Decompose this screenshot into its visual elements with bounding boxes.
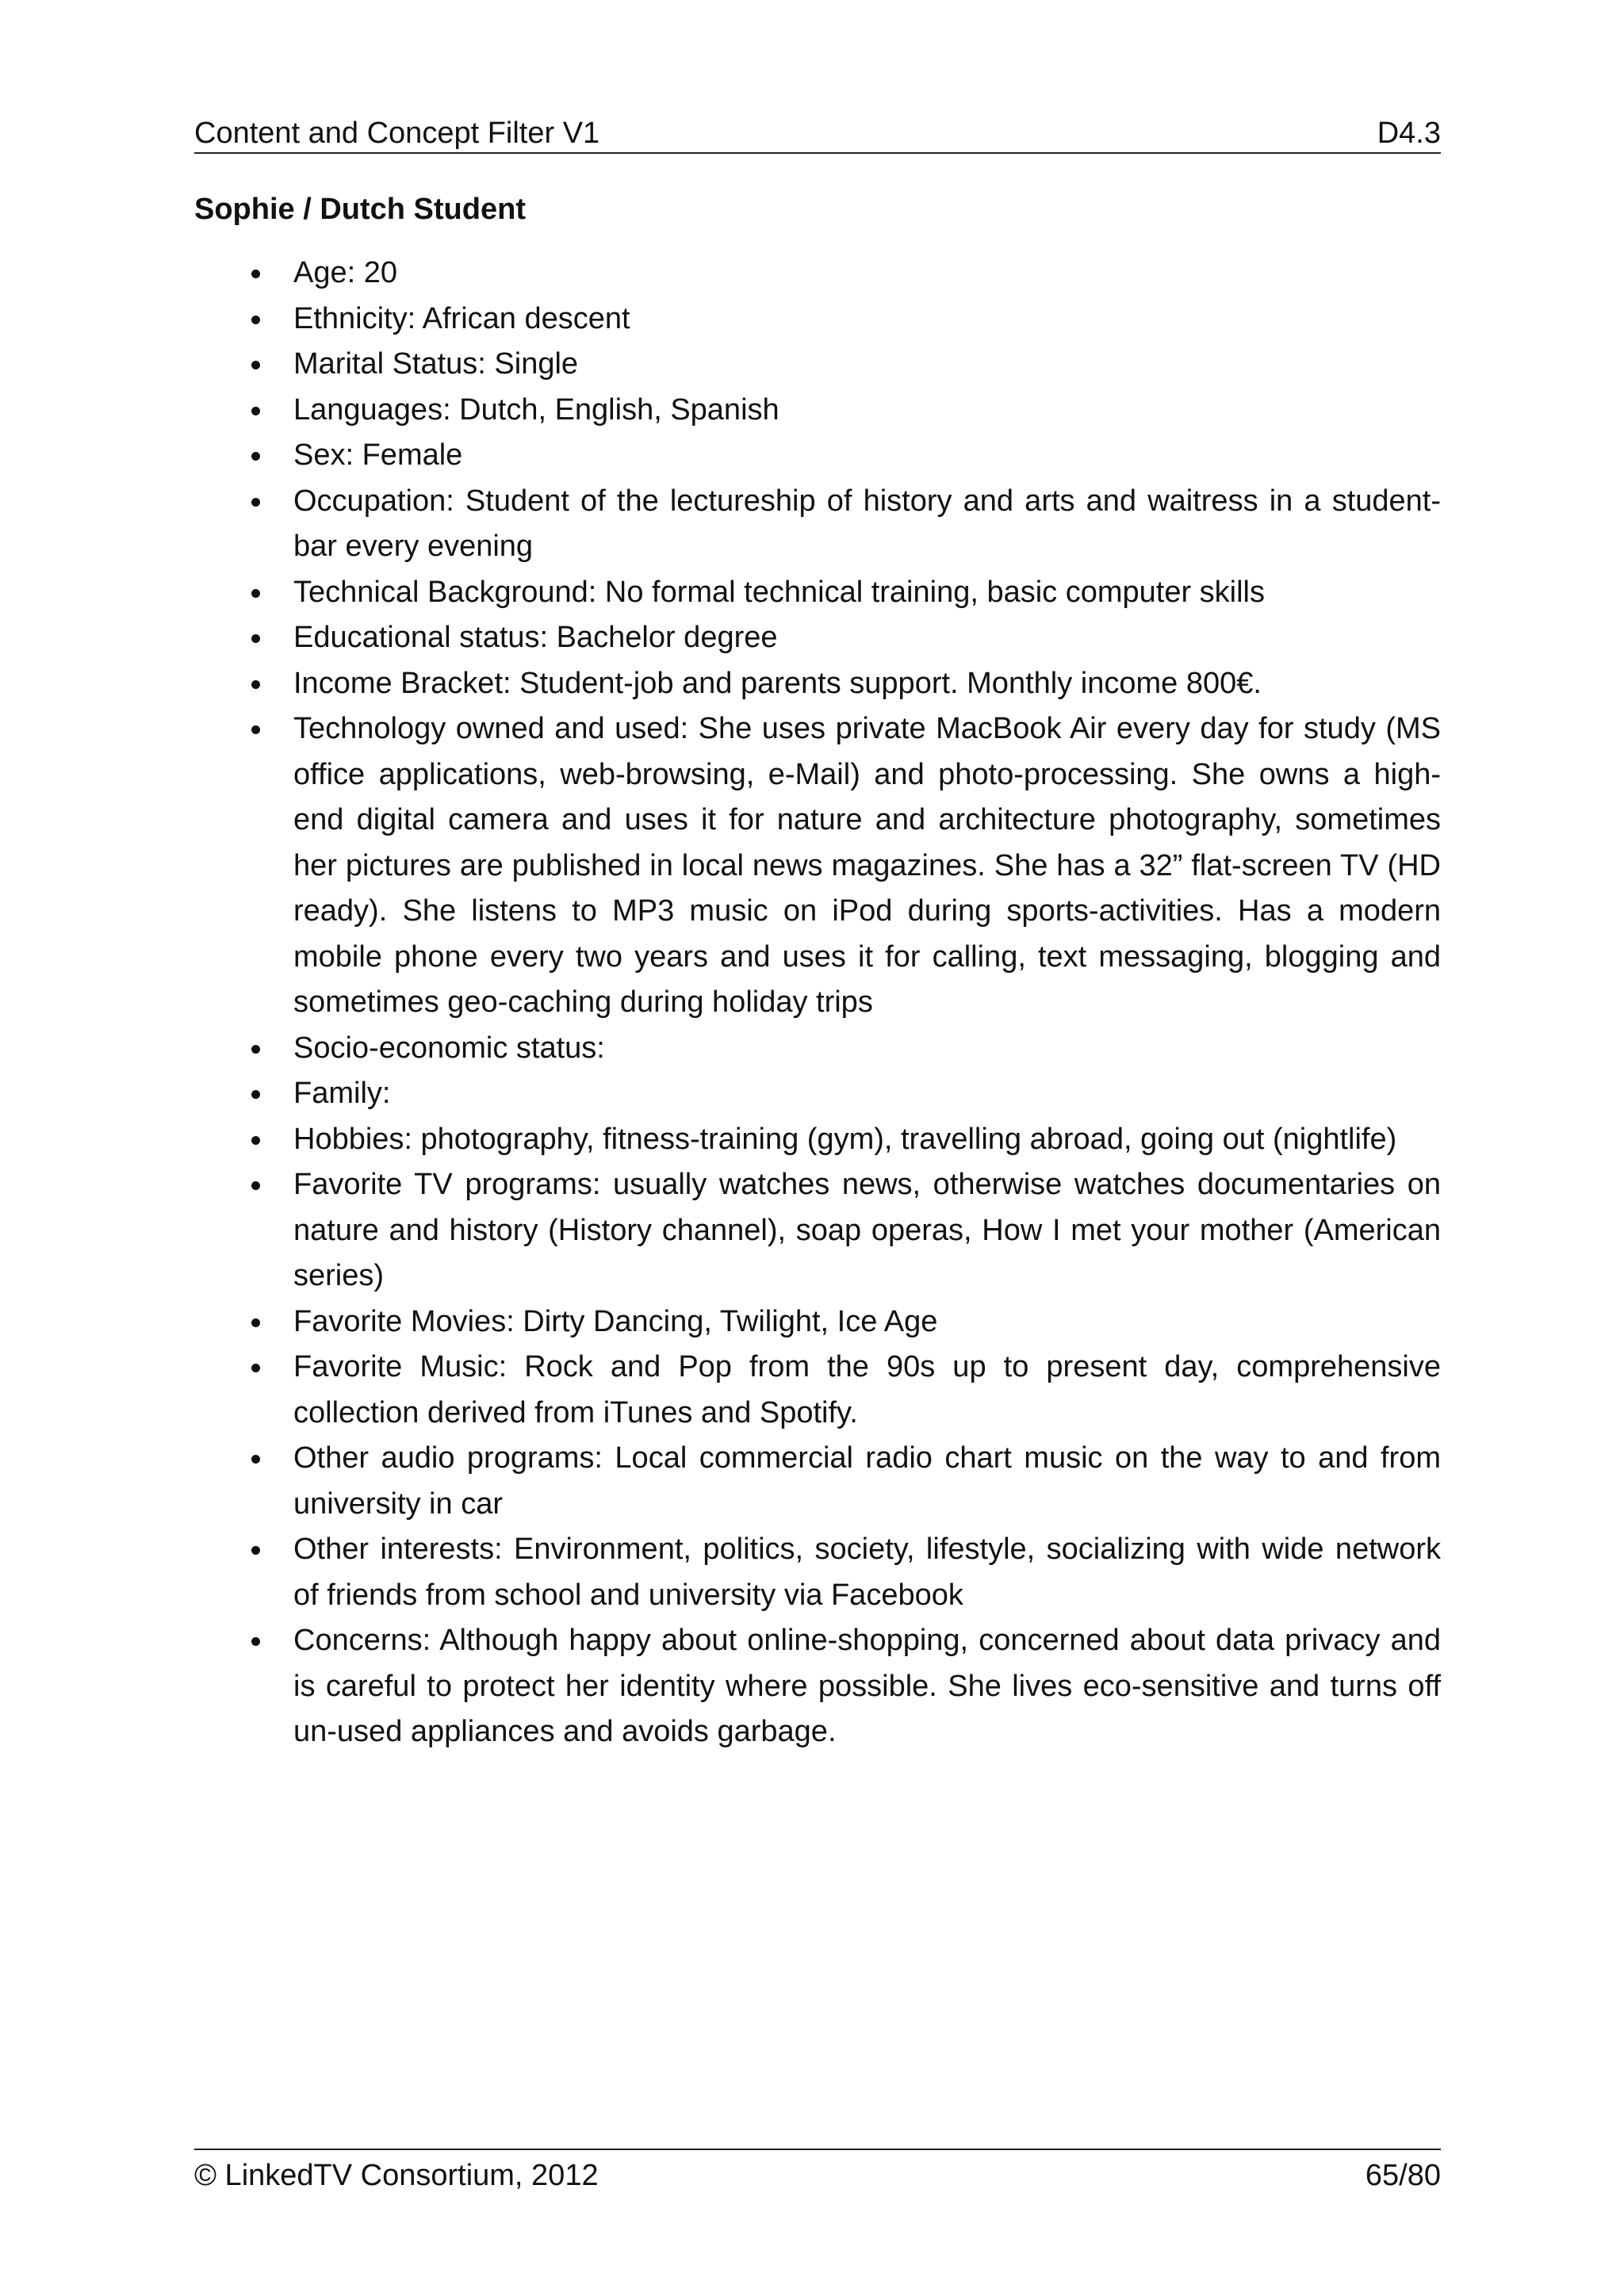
list-item-text: Family: <box>293 1077 391 1110</box>
list-item <box>194 1162 1441 1299</box>
list-item-text: Socio-economic status: <box>293 1031 605 1065</box>
list-item-text: Income Bracket: Student-job and parents support. Monthly income 800€. <box>293 666 1262 700</box>
bullet-icon <box>251 407 260 415</box>
list-item <box>194 615 1441 661</box>
list-item <box>194 1527 1441 1618</box>
list-item <box>194 251 1441 297</box>
list-item <box>194 570 1441 616</box>
footer-copyright: © LinkedTV Consortium, 2012 <box>194 2159 599 2192</box>
bullet-icon <box>251 1546 260 1555</box>
list-item <box>194 342 1441 388</box>
list-item <box>194 1026 1441 1072</box>
list-item <box>194 1071 1441 1117</box>
header-document-title: Content and Concept Filter V1 <box>194 117 600 150</box>
bullet-icon <box>251 1455 260 1464</box>
list-item <box>194 661 1441 707</box>
list-item-text: Technology owned and used: She uses private MacBook Air every day for study (MS office applications, web-browsing, e-Mail) and photo-processing. She owns a high-end digital camera and uses it for nature and architecture photography, sometimes her pictures are published in local news magazines. She has a 32” flat-screen TV (HD ready). She listens to MP3 music on iPod during sports-activities. Has a modern mobile phone every two years and uses it for calling, text messaging, blogging and sometimes geo-caching during holiday trips <box>293 712 1441 1019</box>
bullet-icon <box>251 1181 260 1190</box>
list-item-text: Languages: Dutch, English, Spanish <box>293 392 779 427</box>
list-item <box>194 479 1441 570</box>
bullet-icon <box>251 1364 260 1372</box>
list-item <box>194 1299 1441 1345</box>
footer-page-number: 65/80 <box>1365 2159 1441 2192</box>
list-item-text: Occupation: Student of the lectureship of history and arts and waitress in a student-bar every evening <box>293 484 1441 563</box>
list-item-text: Favorite Movies: Dirty Dancing, Twilight, Ice Age <box>293 1304 938 1338</box>
list-item <box>194 433 1441 479</box>
bullet-icon <box>251 1090 260 1099</box>
list-item-text: Other interests: Environment, politics, society, lifestyle, socializing with wide network of friends from school and university via Facebook <box>293 1533 1441 1612</box>
list-item-text: Marital Status: Single <box>293 347 579 381</box>
bullet-icon <box>251 498 260 507</box>
list-item-text: Sex: Female <box>293 438 463 472</box>
page-header <box>194 111 1441 154</box>
bullet-icon <box>251 634 260 643</box>
list-item <box>194 297 1441 342</box>
list-item-text: Educational status: Bachelor degree <box>293 621 778 654</box>
bullet-icon <box>251 725 260 734</box>
list-item <box>194 1436 1441 1527</box>
list-item-text: Technical Background: No formal technical training, basic computer skills <box>293 575 1265 609</box>
bullet-icon <box>251 452 260 461</box>
bullet-icon <box>251 361 260 369</box>
persona-attribute-list <box>194 251 1441 1755</box>
list-item-text: Ethnicity: African descent <box>293 301 630 335</box>
list-item-text: Favorite TV programs: usually watches news, otherwise watches documentaries on nature and history (History channel), soap operas, How I met your mother (American series) <box>293 1168 1441 1292</box>
header-deliverable-id: D4.3 <box>1377 117 1441 150</box>
page-footer <box>194 2149 1441 2195</box>
bullet-icon <box>251 316 260 324</box>
list-item-text: Favorite Music: Rock and Pop from the 90s up to present day, comprehensive collection derived from iTunes and Spotify. <box>293 1350 1441 1429</box>
list-item-text: Age: 20 <box>293 256 397 289</box>
bullet-icon <box>251 270 260 278</box>
list-item <box>194 1345 1441 1436</box>
list-item <box>194 388 1441 434</box>
bullet-icon <box>251 1637 260 1646</box>
bullet-icon <box>251 1318 260 1327</box>
list-item <box>194 706 1441 1026</box>
list-item-text: Other audio programs: Local commercial radio chart music on the way to and from university in car <box>293 1441 1441 1521</box>
bullet-icon <box>251 680 260 689</box>
list-item <box>194 1117 1441 1163</box>
bullet-icon <box>251 589 260 598</box>
bullet-icon <box>251 1136 260 1145</box>
bullet-icon <box>251 1045 260 1054</box>
list-item-text: Concerns: Although happy about online-shopping, concerned about data privacy and is careful to protect her identity where possible. She lives eco-sensitive and turns off un-used appliances and avoids garbage. <box>293 1624 1441 1748</box>
list-item-text: Hobbies: photography, fitness-training (gym), travelling abroad, going out (nightlife) <box>293 1122 1397 1156</box>
list-item <box>194 1618 1441 1755</box>
section-title: Sophie / Dutch Student <box>194 193 526 226</box>
